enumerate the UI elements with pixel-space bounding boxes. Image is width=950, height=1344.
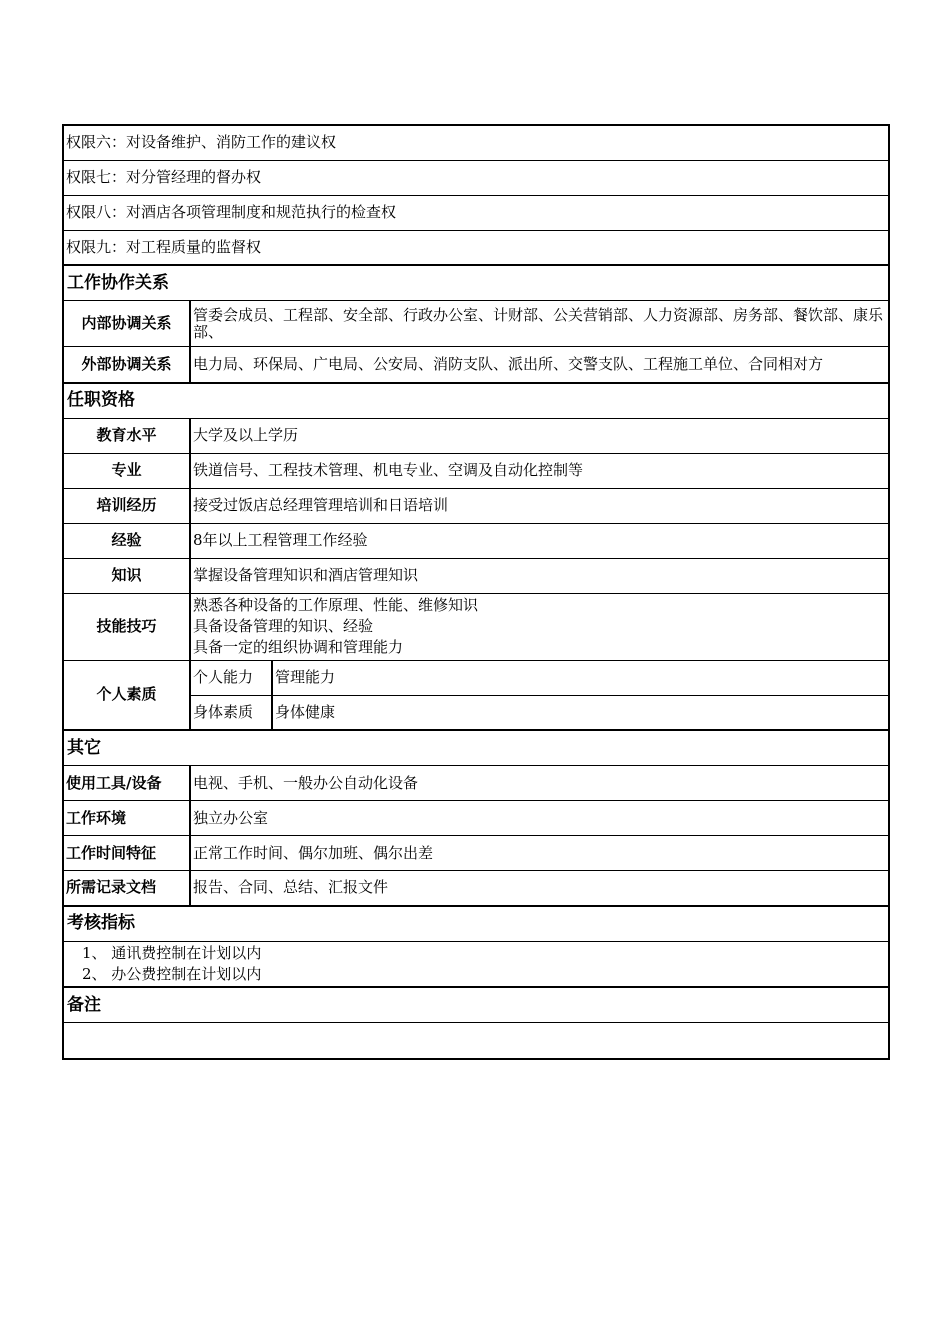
education-row: [63, 418, 889, 453]
major-row: [63, 453, 889, 488]
internal-coordination-value: 管委会成员、工程部、安全部、行政办公室、计财部、公关营销部、人力资源部、房务部、餐饮部、康乐部、: [190, 301, 889, 347]
permission-row: [63, 125, 889, 160]
permission-row: [63, 195, 889, 230]
work-time-value: 正常工作时间、偶尔加班、偶尔出差: [190, 836, 889, 871]
education-value: 大学及以上学历: [190, 418, 889, 453]
physical-value: 身体健康: [272, 695, 889, 730]
experience-label: 经验: [63, 523, 190, 558]
knowledge-label: 知识: [63, 558, 190, 593]
environment-row: [63, 801, 889, 836]
permission-row: [63, 160, 889, 195]
work-time-label: 工作时间特征: [63, 836, 190, 871]
remarks-row: [63, 1023, 889, 1059]
section-remarks: [63, 987, 889, 1023]
permission-7: 权限七：对分管经理的督办权: [63, 160, 889, 195]
skills-line: 具备设备管理的知识、经验: [193, 617, 374, 635]
training-row: [63, 488, 889, 523]
skills-line: 具备一定的组织协调和管理能力: [193, 638, 404, 656]
skills-line: 熟悉各种设备的工作原理、性能、维修知识: [193, 596, 479, 614]
skills-value: [190, 593, 889, 660]
documents-label: 所需记录文档: [63, 871, 190, 906]
section-kpi: [63, 906, 889, 942]
section-title: 任职资格: [63, 383, 889, 419]
section-other: [63, 730, 889, 766]
tools-row: [63, 766, 889, 801]
external-coordination-label: 外部协调关系: [63, 347, 190, 383]
knowledge-row: [63, 558, 889, 593]
documents-value: 报告、合同、总结、汇报文件: [190, 871, 889, 906]
physical-label: 身体素质: [190, 695, 272, 730]
kpi-item: 1、 通讯费控制在计划以内: [82, 943, 262, 962]
section-title: 考核指标: [63, 906, 889, 942]
job-description-table: [62, 124, 890, 1060]
major-label: 专业: [63, 453, 190, 488]
internal-coordination-row: [63, 301, 889, 347]
experience-value: 8年以上工程管理工作经验: [190, 523, 889, 558]
environment-label: 工作环境: [63, 801, 190, 836]
tools-value: 电视、手机、一般办公自动化设备: [190, 766, 889, 801]
skills-label: 技能技巧: [63, 593, 190, 660]
major-value: 铁道信号、工程技术管理、机电专业、空调及自动化控制等: [190, 453, 889, 488]
personal-ability-row: [63, 660, 889, 695]
internal-coordination-label: 内部协调关系: [63, 301, 190, 347]
remarks-value: [63, 1023, 889, 1059]
kpi-list: [63, 941, 889, 987]
work-time-row: [63, 836, 889, 871]
training-value: 接受过饭店总经理管理培训和日语培训: [190, 488, 889, 523]
permission-row: [63, 230, 889, 265]
permission-6: 权限六：对设备维护、消防工作的建议权: [63, 125, 889, 160]
environment-value: 独立办公室: [190, 801, 889, 836]
ability-value: 管理能力: [272, 660, 889, 695]
permission-8: 权限八：对酒店各项管理制度和规范执行的检查权: [63, 195, 889, 230]
personal-quality-label: 个人素质: [63, 660, 190, 730]
knowledge-value: 掌握设备管理知识和酒店管理知识: [190, 558, 889, 593]
kpi-item: 2、 办公费控制在计划以内: [82, 964, 262, 983]
permission-9: 权限九：对工程质量的监督权: [63, 230, 889, 265]
section-cooperation: [63, 265, 889, 301]
section-title: 工作协作关系: [63, 265, 889, 301]
external-coordination-value: 电力局、环保局、广电局、公安局、消防支队、派出所、交警支队、工程施工单位、合同相对方: [190, 347, 889, 383]
external-coordination-row: [63, 347, 889, 383]
section-title: 备注: [63, 987, 889, 1023]
kpi-row: [63, 941, 889, 987]
experience-row: [63, 523, 889, 558]
ability-label: 个人能力: [190, 660, 272, 695]
documents-row: [63, 871, 889, 906]
job-description-page: [62, 124, 888, 1060]
section-qualifications: [63, 383, 889, 419]
section-title: 其它: [63, 730, 889, 766]
tools-label: 使用工具/设备: [63, 766, 190, 801]
training-label: 培训经历: [63, 488, 190, 523]
education-label: 教育水平: [63, 418, 190, 453]
skills-row: [63, 593, 889, 660]
